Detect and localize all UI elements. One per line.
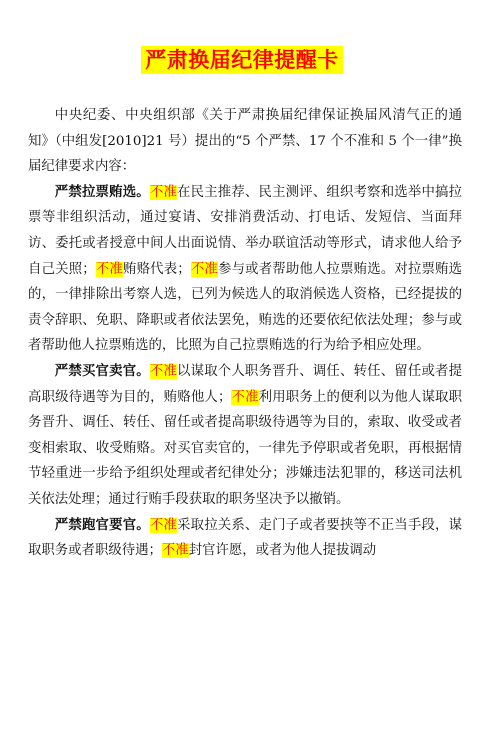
document-title: 严肃换届纪律提醒卡 [141,46,343,74]
rule-text: 贿赂代表； [123,261,191,277]
intro-paragraph: 中央纪委、中央组织部《关于严肃换届纪律保证换届风清气正的通知》（中组发[2010]21 号）提出的“5 个严禁、17 个不准和 5 个一律”换届纪律要求内容： [28,108,462,175]
title-wrap [0,46,484,74]
rule-text: 封官许愿，或者为他人提拔调动 [188,543,377,559]
rule-paragraph [28,180,462,359]
document-body [28,103,462,564]
rule-heading: 严禁拉票贿选。 [54,184,150,200]
rule-paragraph [28,359,462,513]
highlight-keyword: 不准 [231,389,259,405]
highlight-keyword: 不准 [149,517,178,533]
highlight-keyword: 不准 [161,543,189,559]
highlight-keyword: 不准 [149,184,178,200]
rule-text: 以谋取个人职务晋升、调任、转任、留任或者提高职级待遇等为目的，贿赂他人； [28,363,463,405]
rule-text: 参与或者帮助他人拉票贿选。对拉票贿选的，一律排除出考察人选，已列为候选人的取消候选人资格，已经提拔的责令辞职、免职、降职或者依法罢免，贿选的还要依纪依法处理；参与或者帮助他人拉票贿选的，比照为自己拉票贿选的行为给予相应处理。 [28,261,463,354]
rule-text: 利用职务上的便利以为他人谋取职务晋升、调任、转任、留任或者提高职级待遇等为目的，索取、收受或者变相索取、收受贿赂。对买官卖官的，一律先予停职或者免职，再根据情节轻重进一步给予组织处理或者纪律处分；涉嫌违法犯罪的，移送司法机关依法处理；通过行贿手段获取的职务坚决予以撤销。 [28,389,463,507]
rule-text: 采取拉关系、走门子或者要挟等不正当手段，谋取职务或者职级待遇； [28,517,463,559]
rule-heading: 严禁跑官要官。 [54,517,150,533]
highlight-keyword: 不准 [190,261,218,277]
rule-paragraph [28,513,462,564]
highlight-keyword: 不准 [149,363,178,379]
rule-heading: 严禁买官卖官。 [54,363,150,379]
rule-text: 在民主推荐、民主测评、组织考察和选举中搞拉票等非组织活动，通过宴请、安排消费活动、打电话、发短信、当面拜访、委托或者授意中间人出面说情、举办联谊活动等形式，请求他人给予自己关照； [28,184,463,277]
sections-container [28,180,462,564]
highlight-keyword: 不准 [95,261,123,277]
